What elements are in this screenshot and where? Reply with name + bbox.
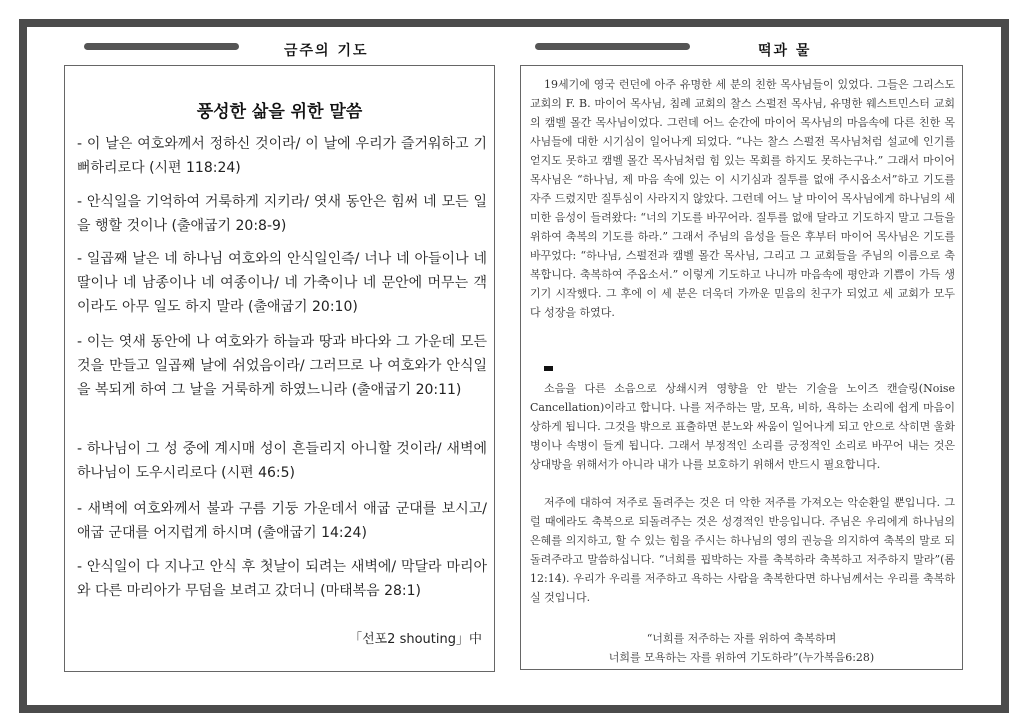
verse-item: - 하나님이 그 성 중에 계시매 성이 흔들리지 아니할 것이라/ 새벽에 하나님이 도우시리로다 (시편 46:5) — [77, 441, 487, 481]
story-paragraph: 19세기에 영국 런던에 아주 유명한 세 분의 친한 목사님들이 있었다. 그들은 그리스도 교회의 F. B. 마이어 목사님, 침례 교회의 찰스 스펄전 목사님, 유명한 웨스트민스터 교회의 캠벨 몰간 목사님이었다. 그런데 어느 순간에 마이어 목사님의 마음속에 다른 친한 목사님들에 대한 시기심이 일어나게 되었다. “나는 찰스 스펄전 목사님처럼 설교에 인기를 얻지도 못하고 캠벨 몰간 목사님처럼 힘 있는 목회를 하지도 못하는구나.” 그래서 마이어 목사님은 “하나님, 제 마음 속에 있는 이 시기심과 질투를 없애 주시옵소서”하고 기도를 자주 드렸지만 질투심이 사라지지 않았다. 그런데 어느 날 마이어 목사님에게 하나님의 세미한 음성이 들려왔다: “너의 기도를 바꾸어라. 질투를 없애 달라고 기도하지 말고 그들을 위하여 축복의 기도를 하라.” 그래서 주님의 음성을 들은 후부터 마이어 목사님은 기도를 바꾸었다: “하나님, 스펄전과 캠벨 몰간 목사님, 그리고 그 교회들을 주님의 이름으로 축복합니다. 축복하여 주옵소서.” 이렇게 기도하고 나니까 마음속에 평안과 기쁨이 가득 생기기 시작했다. 그 후에 이 세 분은 더욱더 가까운 믿음의 친구가 되었고 세 교회가 모두 다 성장을 하였다. — [530, 78, 955, 319]
verse-item: - 안식일이 다 지나고 안식 후 첫날이 되려는 새벽에/ 막달라 마리아와 다른 마리아가 무덤을 보려고 갔더니 (마태복음 28:1) — [77, 559, 487, 599]
verse-heading: 풍성한 삶을 위한 말씀 — [196, 102, 363, 122]
story-paragraph: 저주에 대하여 저주로 돌려주는 것은 더 악한 저주를 가져오는 악순환일 뿐입니다. 그럴 때에라도 축복으로 되돌려주는 것은 성경적인 반응입니다. 주님은 우리에게 하나님의 은혜를 의지하고, 할 수 있는 힘을 주시는 하나님의 영의 권능을 의지하여 축복의 말로 되돌려주라고 말씀하십니다. “너희를 핍박하는 자를 축복하라 축복하고 저주하지 말라”(롬 12:14). 우리가 우리를 저주하고 욕하는 사람을 축복한다면 하나님께서는 우리를 축복하실 것입니다. — [530, 496, 955, 604]
verse-item: - 이는 엿새 동안에 나 여호와가 하늘과 땅과 바다와 그 가운데 모든 것을 만들고 일곱째 날에 쉬었음이라/ 그러므로 나 여호와가 안식일을 복되게 하여 그 날을 거룩하게 하였느니라 (출애굽기 20:11) — [77, 334, 487, 398]
source-citation: 「선포2 shouting」中 — [349, 632, 482, 647]
left-section-title: 금주의 기도 — [284, 43, 369, 59]
story-box — [520, 65, 963, 670]
story-paragraph: 소음을 다른 소음으로 상쇄시켜 영향을 안 받는 기술을 노이즈 캔슬링(Noise Cancellation)이라고 합니다. 나를 저주하는 말, 모욕, 비하, 욕하는 소리에 쉽게 마음이 상하게 됩니다. 그것을 밖으로 표출하면 분노와 싸움이 일어나게 되고 안으로 삭히면 울화병이나 속병이 들게 됩니다. 그래서 부정적인 소리를 긍정적인 소리로 바꾸어 내는 것은 상대방을 위해서가 아니라 내가 나를 보호하기 위해서 반드시 필요합니다. — [530, 382, 955, 471]
right-title-bar — [535, 43, 690, 50]
right-section-title: 떡과 물 — [758, 43, 812, 59]
verse-item: - 새벽에 여호와께서 불과 구름 기둥 가운데서 애굽 군대를 보시고/ 애굽 군대를 어지럽게 하시며 (출애굽기 14:24) — [77, 501, 487, 541]
closing-quote-line2: 너희를 모욕하는 자를 위하여 기도하라”(누가복음6:28) — [608, 651, 875, 664]
section-bullet — [544, 366, 553, 371]
verse-item: - 안식일을 기억하여 거룩하게 지키라/ 엿새 동안은 힘써 네 모든 일을 행할 것이나 (출애굽기 20:8-9) — [77, 194, 487, 234]
verse-item: - 이 날은 여호와께서 정하신 것이라/ 이 날에 우리가 즐거워하고 기뻐하리로다 (시편 118:24) — [77, 136, 487, 176]
closing-quote-line1: “너희를 저주하는 자를 위하여 축복하며 — [646, 632, 837, 645]
left-title-bar — [84, 43, 239, 50]
verse-box — [64, 65, 495, 672]
verse-item: - 일곱째 날은 네 하나님 여호와의 안식일인즉/ 너나 네 아들이나 네 딸이나 네 남종이나 네 여종이나/ 네 가축이나 네 문안에 머무는 객이라도 아무 일도 하지 말라 (출애굽기 20:10) — [77, 251, 487, 315]
